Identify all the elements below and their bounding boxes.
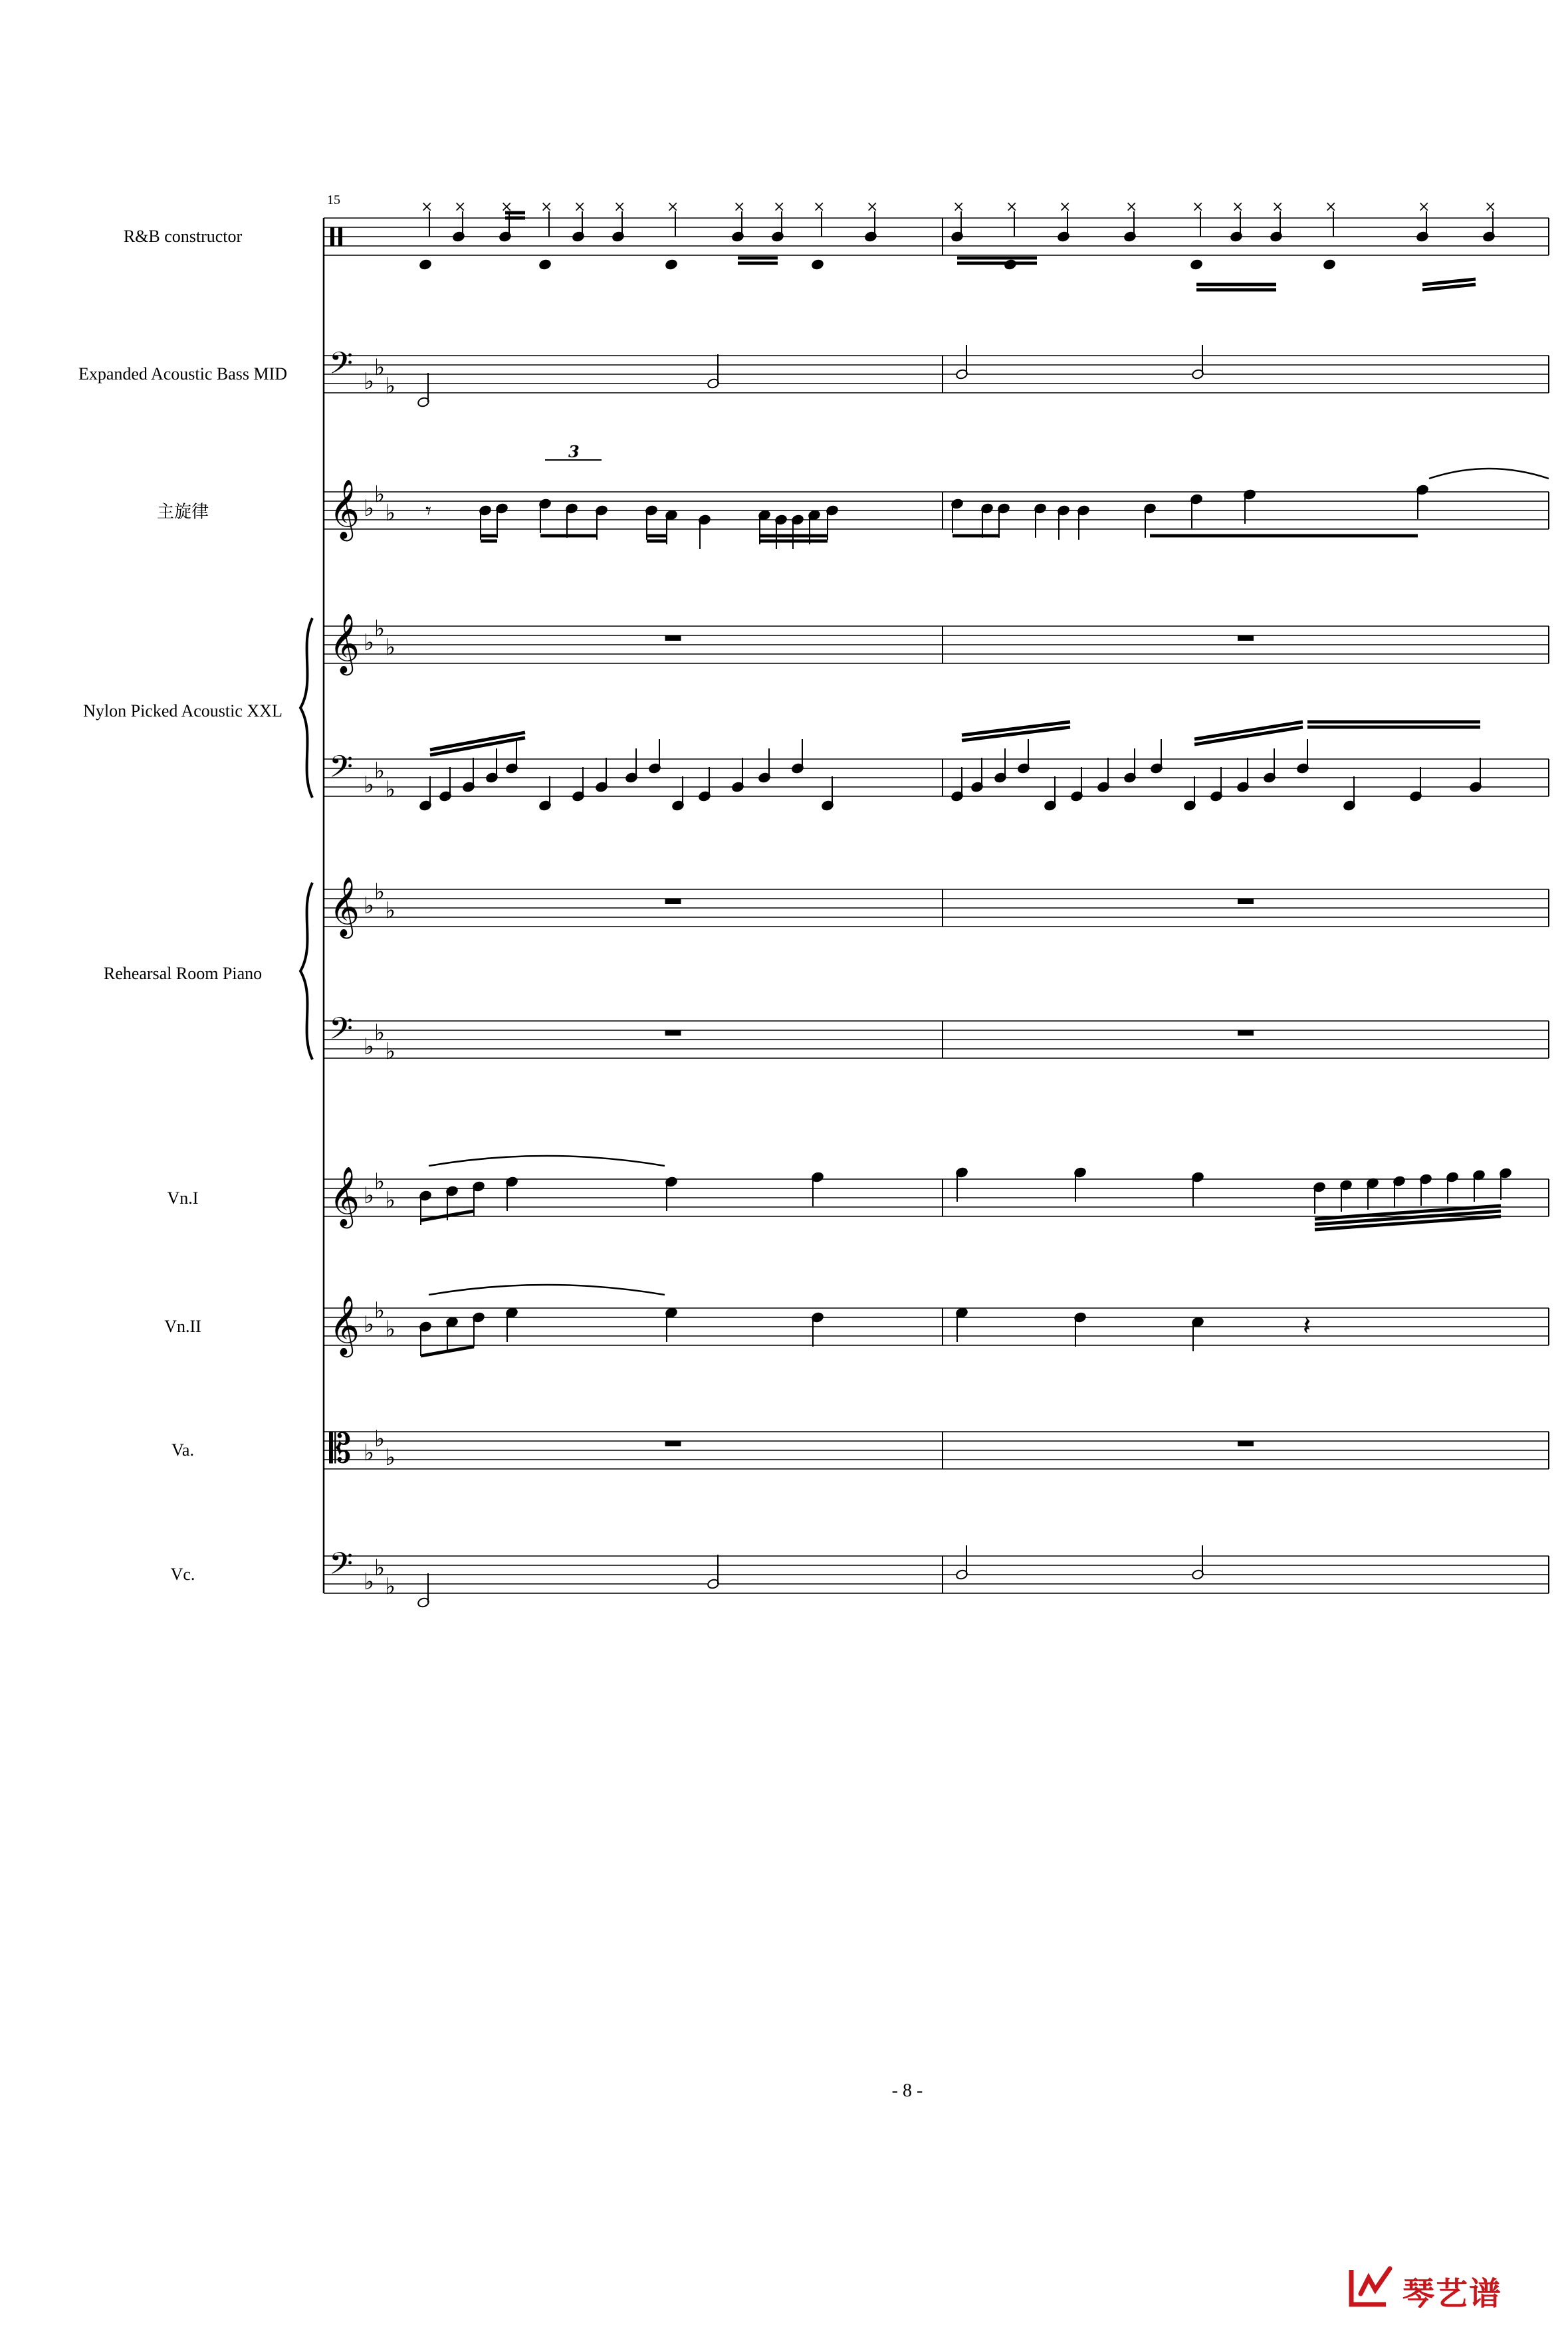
flat-sign: ♭ [385,1444,396,1471]
bass-clef: 𝄢 [329,1546,354,1589]
measure-number: 15 [327,193,340,207]
drum-note [665,259,677,271]
hihat-x: × [1006,199,1018,215]
bass-clef: 𝄢 [329,749,354,792]
hihat-x: × [1059,199,1071,215]
hihat-x: × [574,199,586,215]
drum-note [1190,259,1202,271]
percussion-clef [338,227,342,246]
tuplet-number: 3 [568,442,580,461]
drum-note [419,259,431,271]
brace [300,883,312,1059]
instrument-label-bass: Expanded Acoustic Bass MID [78,364,288,384]
whole-rest [1238,1441,1254,1446]
flat-sign: ♭ [364,629,375,656]
treble-clef: 𝄞 [329,1295,360,1355]
flat-sign: ♭ [364,1311,375,1338]
flat-sign: ♭ [385,1573,396,1600]
page-number: - 8 - [891,2080,923,2101]
tie [1429,469,1549,479]
hihat-x: × [866,199,879,215]
instrument-label-vn1: Vn.I [167,1188,199,1208]
hihat-x: × [614,199,626,215]
flat-sign: ♭ [374,1297,386,1324]
hihat-x: × [813,199,826,215]
bass-clef: 𝄢 [329,346,354,389]
tie [429,1156,665,1166]
flat-sign: ♭ [385,500,396,526]
drum-note [811,259,824,271]
instrument-label-va: Va. [171,1440,194,1460]
hihat-x: × [454,199,467,215]
whole-rest [1238,899,1254,904]
hihat-x: × [1484,199,1497,215]
whole-rest [1238,635,1254,641]
flat-sign: ♭ [374,758,386,784]
treble-clef: 𝄞 [329,1167,360,1226]
flat-sign: ♭ [385,776,396,803]
flat-sign: ♭ [385,1038,396,1065]
hihat-x: × [1325,199,1337,215]
flat-sign: ♭ [374,1426,386,1452]
alto-clef: 𝄡 [329,1426,352,1472]
flat-sign: ♭ [385,634,396,661]
flat-sign: ♭ [374,615,386,642]
flat-sign: ♭ [364,772,375,798]
brace [300,618,312,798]
hihat-x: × [667,199,679,215]
hihat-x: × [1232,199,1244,215]
flat-sign: ♭ [385,1316,396,1343]
flat-sign: ♭ [364,1569,375,1595]
flat-sign: ♭ [385,897,396,924]
flat-sign: ♭ [364,893,375,919]
flat-sign: ♭ [364,495,375,522]
flat-sign: ♭ [385,373,396,399]
flat-sign: ♭ [364,368,375,395]
whole-rest [665,635,681,641]
treble-clef: 𝄞 [329,479,360,539]
flat-sign: ♭ [364,1440,375,1466]
qinyipu-logo-text: 琴艺谱 [1402,2275,1503,2312]
eighth-rest: 𝄾 [425,498,432,524]
whole-rest [665,1441,681,1446]
flat-sign: ♭ [385,1187,396,1214]
instrument-label-piano: Rehearsal Room Piano [103,964,263,983]
quarter-rest: 𝄽 [1303,1311,1311,1341]
flat-sign: ♭ [374,1168,386,1195]
hihat-x: × [1418,199,1430,215]
flat-sign: ♭ [364,1034,375,1060]
hihat-x: × [773,199,786,215]
treble-clef: 𝄞 [329,613,360,673]
flat-sign: ♭ [374,354,386,381]
flat-sign: ♭ [364,1182,375,1209]
drum-note [1323,259,1335,271]
flat-sign: ♭ [374,481,386,508]
flat-sign: ♭ [374,1555,386,1581]
hihat-x: × [421,199,433,215]
hihat-x: × [1192,199,1204,215]
instrument-label-drums: R&B constructor [123,227,243,246]
tie [429,1285,665,1295]
instrument-label-guitar: Nylon Picked Acoustic XXL [83,701,282,721]
instrument-label-vc: Vc. [170,1565,195,1584]
instrument-label-melody: 主旋律 [156,502,209,522]
hihat-x: × [501,199,513,215]
qinyipu-logo-icon [1346,2263,1399,2313]
bass-clef: 𝄢 [329,1011,354,1054]
hihat-x: × [733,199,746,215]
hihat-x: × [1125,199,1138,215]
whole-rest [665,899,681,904]
whole-rest [1238,1030,1254,1036]
hihat-x: × [952,199,965,215]
hihat-x: × [540,199,553,215]
flat-sign: ♭ [374,1020,386,1046]
hihat-x: × [1272,199,1284,215]
flat-sign: ♭ [374,879,386,905]
whole-rest [665,1030,681,1036]
treble-clef: 𝄞 [329,877,360,937]
percussion-clef [330,227,334,246]
instrument-label-vn2: Vn.II [164,1317,201,1336]
drum-note [538,259,551,271]
